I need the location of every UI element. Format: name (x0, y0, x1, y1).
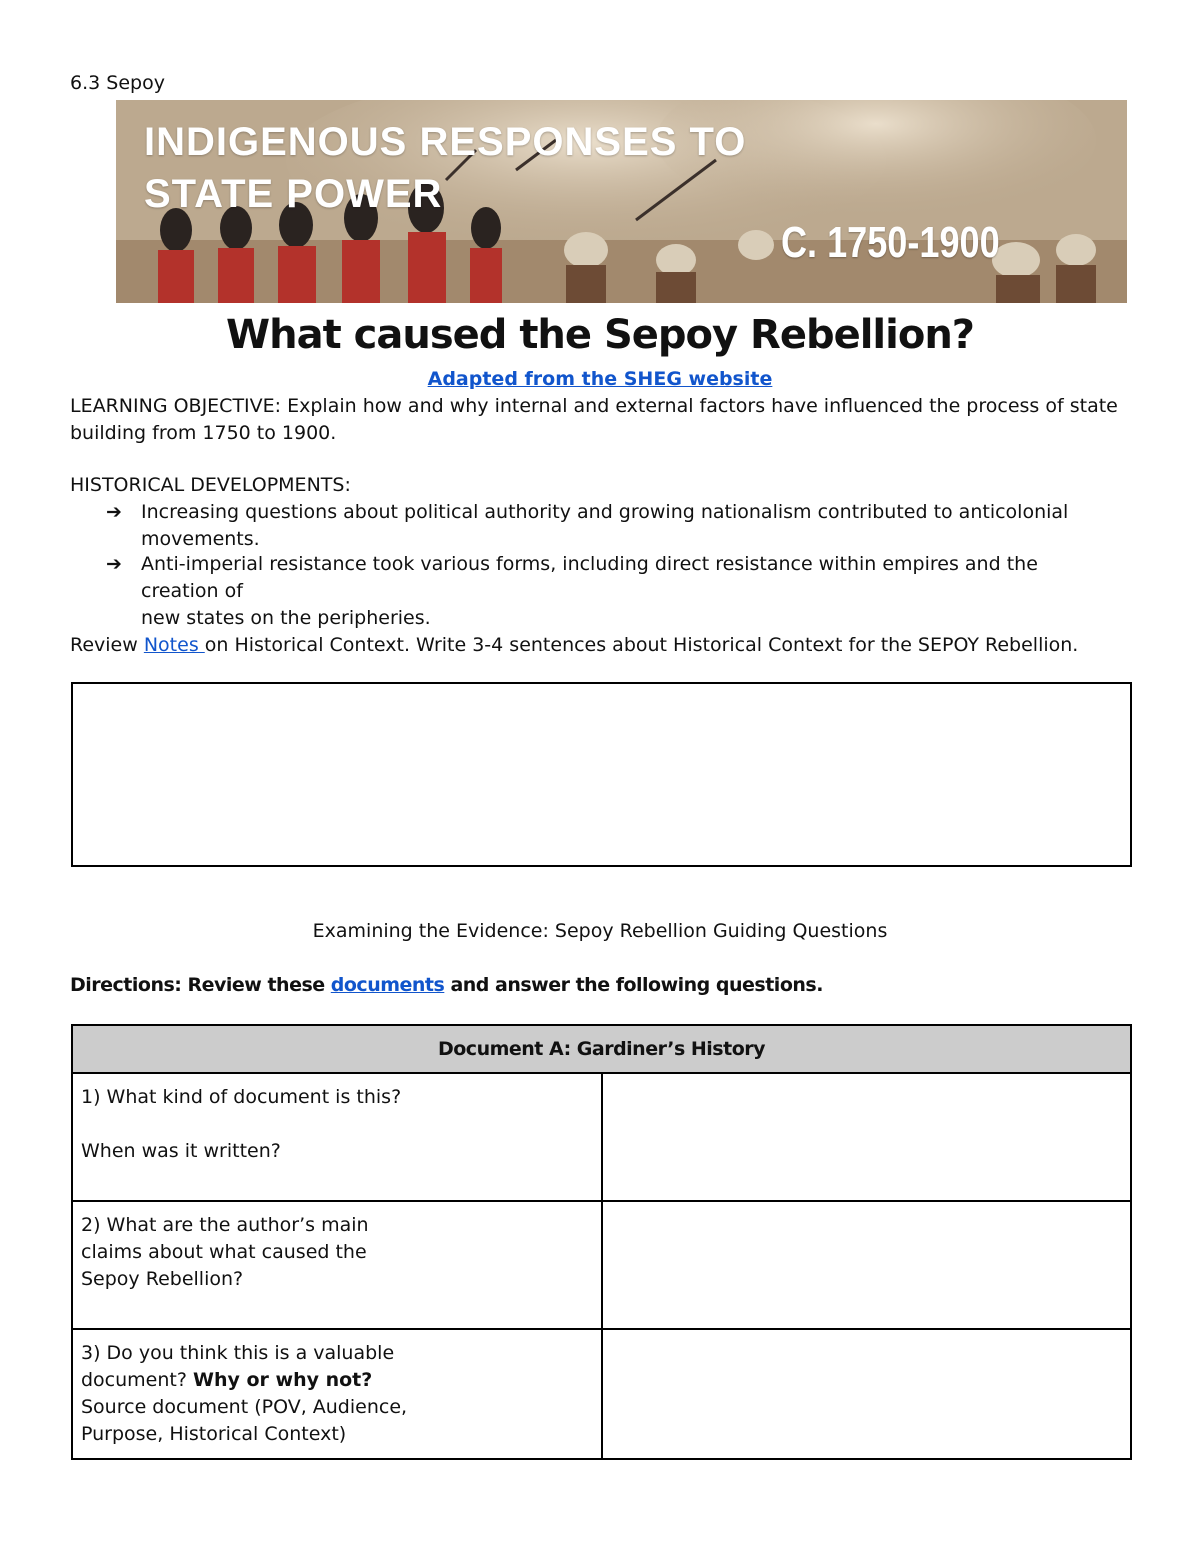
question-cell (72, 1073, 602, 1201)
table-row (72, 1073, 1131, 1201)
page-header-label: 6.3 Sepoy (70, 72, 165, 94)
documents-link[interactable]: documents (330, 974, 445, 996)
historical-developments-heading: HISTORICAL DEVELOPMENTS: (70, 474, 351, 496)
question-text: Sepoy Rebellion? (81, 1268, 244, 1290)
answer-cell[interactable] (602, 1329, 1132, 1459)
page-title: What caused the Sepoy Rebellion? (226, 312, 974, 358)
historical-development-item (106, 551, 1116, 632)
question-text: 3) Do you think this is a valuable (81, 1342, 395, 1364)
banner-title-line2: STATE POWER (144, 172, 443, 216)
title-banner-image (116, 100, 1127, 303)
banner-date: C. 1750-1900 (781, 218, 1000, 267)
review-prefix: Review (70, 634, 144, 656)
question-emphasis: Why or why not? (193, 1369, 373, 1391)
directions (70, 974, 823, 996)
examining-evidence-title: Examining the Evidence: Sepoy Rebellion Guiding Questions (312, 920, 888, 942)
document-a-header: Document A: Gardiner’s History (72, 1025, 1131, 1073)
historical-development-item (106, 499, 1116, 553)
arrow-right-icon: ➔ (106, 501, 122, 523)
banner-title (144, 116, 746, 220)
bullet-line: movements. (141, 528, 260, 550)
question-text: When was it written? (81, 1140, 281, 1162)
review-suffix: on Historical Context. Write 3-4 sentences about Historical Context for the SEPOY Rebellion. (204, 634, 1079, 656)
question-text: 1) What kind of document is this? (81, 1086, 402, 1108)
document-a-table (71, 1024, 1132, 1460)
question-text: Purpose, Historical Context) (81, 1423, 347, 1445)
notes-link[interactable]: Notes (143, 634, 205, 656)
directions-prefix: Directions: Review these (70, 974, 331, 996)
learning-objective (70, 393, 1130, 447)
bullet-line: new states on the peripheries. (141, 607, 431, 629)
bullet-line: Increasing questions about political authority and growing nationalism contributed to anticolonial (141, 501, 1069, 523)
adapted-from-sheg-link[interactable]: Adapted from the SHEG website (427, 368, 773, 390)
table-row (72, 1201, 1131, 1329)
question-text: Source document (POV, Audience, (81, 1396, 408, 1418)
arrow-right-icon: ➔ (106, 553, 122, 575)
question-text (81, 1367, 593, 1394)
table-row (72, 1329, 1131, 1459)
question-text: claims about what caused the (81, 1241, 367, 1263)
banner-title-line1: INDIGENOUS RESPONSES TO (144, 120, 747, 164)
question-cell (72, 1201, 602, 1329)
question-cell (72, 1329, 602, 1459)
answer-cell[interactable] (602, 1073, 1132, 1201)
historical-context-answer-box[interactable] (71, 682, 1132, 867)
review-instruction (70, 632, 1130, 659)
question-text: 2) What are the author’s main (81, 1214, 369, 1236)
question-text-part: document? (81, 1369, 193, 1391)
directions-suffix: and answer the following questions. (444, 974, 823, 996)
learning-objective-line1: LEARNING OBJECTIVE: Explain how and why internal and external factors have influenced the process of state (70, 395, 1118, 417)
answer-cell[interactable] (602, 1201, 1132, 1329)
bullet-line: Anti-imperial resistance took various forms, including direct resistance within empires and the creation of (141, 553, 1038, 602)
learning-objective-line2: building from 1750 to 1900. (70, 422, 337, 444)
